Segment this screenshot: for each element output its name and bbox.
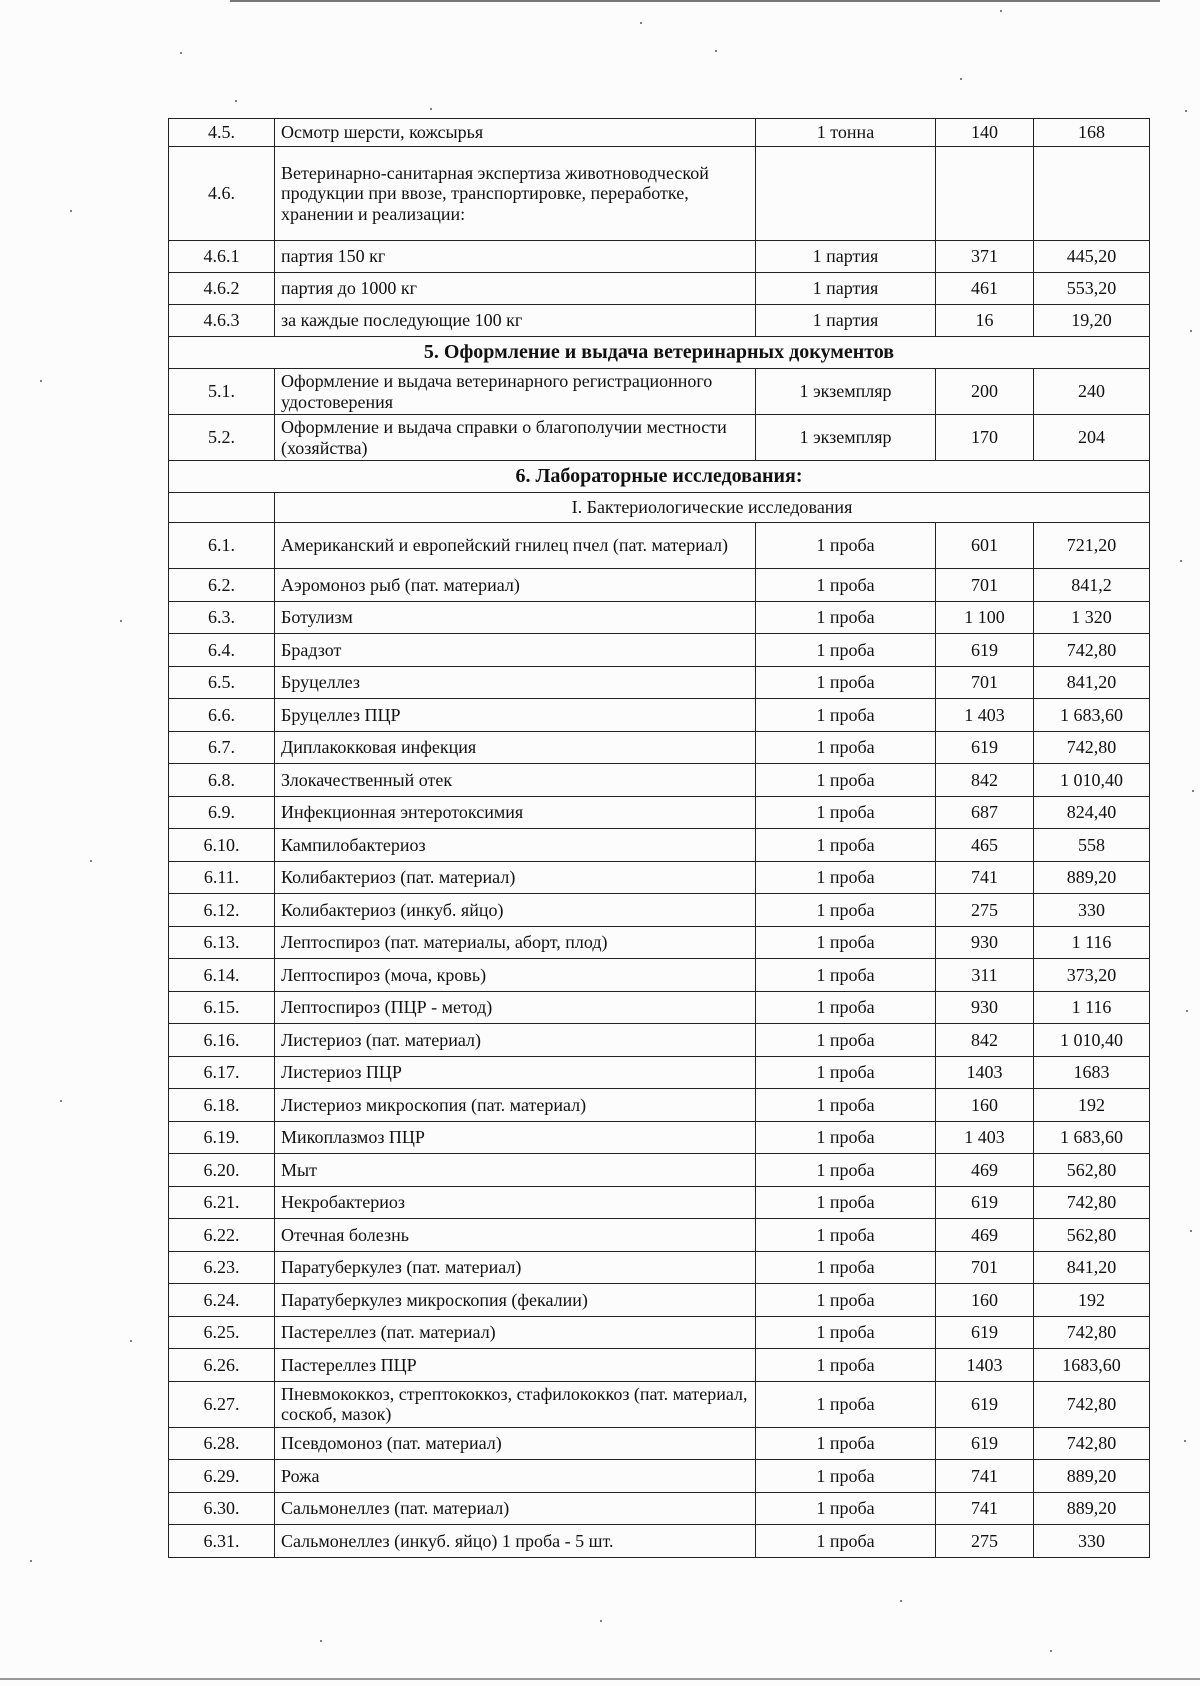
- speck: [90, 860, 92, 862]
- row-number: 6.6.: [169, 699, 275, 732]
- price-with-vat: 1 010,40: [1034, 764, 1150, 797]
- table-row: [169, 1186, 1150, 1219]
- unit-of-measure: 1 проба: [756, 1121, 936, 1154]
- row-number: 4.6.2: [169, 273, 275, 305]
- service-name: Инфекционная энтеротоксимия: [275, 796, 756, 829]
- row-number: 6.14.: [169, 959, 275, 992]
- service-name: Колибактериоз (инкуб. яйцо): [275, 894, 756, 927]
- table-row: [169, 926, 1150, 959]
- empty-cell: [169, 493, 275, 523]
- table-row: [169, 1089, 1150, 1122]
- unit-of-measure: 1 экземпляр: [756, 369, 936, 415]
- price-base: 701: [936, 666, 1034, 699]
- price-with-vat: 330: [1034, 894, 1150, 927]
- speck: [1050, 1650, 1052, 1652]
- price-base: 160: [936, 1284, 1034, 1317]
- price-table: [168, 118, 1150, 1558]
- scan-edge-top: [230, 0, 1160, 2]
- section-header-row: [169, 461, 1150, 493]
- service-name: Псевдомоноз (пат. материал): [275, 1427, 756, 1460]
- speck: [715, 50, 717, 52]
- price-base: 465: [936, 829, 1034, 862]
- price-with-vat: 204: [1034, 415, 1150, 461]
- unit-of-measure: 1 проба: [756, 1056, 936, 1089]
- price-with-vat: 841,20: [1034, 666, 1150, 699]
- unit-of-measure: 1 проба: [756, 634, 936, 667]
- row-number: 5.1.: [169, 369, 275, 415]
- price-base: 469: [936, 1154, 1034, 1187]
- table-row: [169, 699, 1150, 732]
- speck: [600, 1620, 602, 1622]
- price-with-vat: 742,80: [1034, 1427, 1150, 1460]
- price-with-vat: 889,20: [1034, 1492, 1150, 1525]
- table-row: [169, 273, 1150, 305]
- price-with-vat: 721,20: [1034, 523, 1150, 569]
- price-base: 842: [936, 1024, 1034, 1057]
- price-with-vat: 841,20: [1034, 1251, 1150, 1284]
- price-with-vat: 1 683,60: [1034, 1121, 1150, 1154]
- price-with-vat: 1683,60: [1034, 1349, 1150, 1382]
- price-base: 601: [936, 523, 1034, 569]
- price-base: 16: [936, 305, 1034, 337]
- service-name: Некробактериоз: [275, 1186, 756, 1219]
- row-number: 6.25.: [169, 1316, 275, 1349]
- price-with-vat: 824,40: [1034, 796, 1150, 829]
- price-with-vat: 330: [1034, 1525, 1150, 1558]
- price-with-vat: 553,20: [1034, 273, 1150, 305]
- table-row: [169, 369, 1150, 415]
- row-number: 6.1.: [169, 523, 275, 569]
- table-row: [169, 894, 1150, 927]
- table-row: [169, 1154, 1150, 1187]
- price-with-vat: 558: [1034, 829, 1150, 862]
- table-row: [169, 1024, 1150, 1057]
- service-name: Пастереллез (пат. материал): [275, 1316, 756, 1349]
- price-with-vat: 1 683,60: [1034, 699, 1150, 732]
- service-name: Кампилобактериоз: [275, 829, 756, 862]
- price-base: 930: [936, 991, 1034, 1024]
- row-number: 6.13.: [169, 926, 275, 959]
- row-number: 6.21.: [169, 1186, 275, 1219]
- service-name: Диплакокковая инфекция: [275, 731, 756, 764]
- speck: [235, 100, 237, 102]
- speck: [960, 78, 962, 80]
- price-base: 619: [936, 1381, 1034, 1427]
- row-number: 6.11.: [169, 861, 275, 894]
- unit-of-measure: 1 проба: [756, 1186, 936, 1219]
- table-row: [169, 764, 1150, 797]
- service-name: Листериоз ПЦР: [275, 1056, 756, 1089]
- price-base: 701: [936, 569, 1034, 602]
- unit-of-measure: 1 проба: [756, 1349, 936, 1382]
- service-name: Отечная болезнь: [275, 1219, 756, 1252]
- price-base: 1 100: [936, 601, 1034, 634]
- price-with-vat: 168: [1034, 119, 1150, 147]
- row-number: 5.2.: [169, 415, 275, 461]
- table-row: [169, 523, 1150, 569]
- price-with-vat: 889,20: [1034, 1460, 1150, 1493]
- service-name: Злокачественный отек: [275, 764, 756, 797]
- row-number: 6.23.: [169, 1251, 275, 1284]
- price-with-vat: 889,20: [1034, 861, 1150, 894]
- speck: [120, 620, 122, 622]
- service-name: партия 150 кг: [275, 241, 756, 273]
- price-with-vat: 562,80: [1034, 1219, 1150, 1252]
- service-name: за каждые последующие 100 кг: [275, 305, 756, 337]
- price-with-vat: 1 320: [1034, 601, 1150, 634]
- price-base: 170: [936, 415, 1034, 461]
- price-with-vat: 742,80: [1034, 1316, 1150, 1349]
- service-name: Сальмонеллез (пат. материал): [275, 1492, 756, 1525]
- row-number: 4.6.1: [169, 241, 275, 273]
- service-name: Паратуберкулез (пат. материал): [275, 1251, 756, 1284]
- price-with-vat: 240: [1034, 369, 1150, 415]
- unit-of-measure: 1 партия: [756, 241, 936, 273]
- price-base: 1 403: [936, 1121, 1034, 1154]
- unit-of-measure: 1 проба: [756, 731, 936, 764]
- service-name: Лептоспироз (моча, кровь): [275, 959, 756, 992]
- row-number: 6.29.: [169, 1460, 275, 1493]
- table-row: [169, 601, 1150, 634]
- table-row: [169, 731, 1150, 764]
- row-number: 6.22.: [169, 1219, 275, 1252]
- price-with-vat: 841,2: [1034, 569, 1150, 602]
- price-with-vat: 562,80: [1034, 1154, 1150, 1187]
- price-base: 200: [936, 369, 1034, 415]
- unit-of-measure: 1 проба: [756, 1381, 936, 1427]
- table-row: [169, 1460, 1150, 1493]
- unit-of-measure: 1 проба: [756, 1525, 936, 1558]
- price-with-vat: 742,80: [1034, 1186, 1150, 1219]
- price-base: 741: [936, 1492, 1034, 1525]
- subsection-title: I. Бактериологические исследования: [275, 493, 1150, 523]
- row-number: 6.9.: [169, 796, 275, 829]
- unit-of-measure: 1 проба: [756, 1427, 936, 1460]
- row-number: 6.28.: [169, 1427, 275, 1460]
- price-base: 741: [936, 1460, 1034, 1493]
- service-name: Оформление и выдача ветеринарного регистрационного удостоверения: [275, 369, 756, 415]
- unit-of-measure: 1 экземпляр: [756, 415, 936, 461]
- unit-of-measure: 1 проба: [756, 1089, 936, 1122]
- service-name: Осмотр шерсти, кожсырья: [275, 119, 756, 147]
- service-name: Лептоспироз (ПЦР - метод): [275, 991, 756, 1024]
- table-row: [169, 861, 1150, 894]
- speck: [1180, 560, 1182, 562]
- table-row: [169, 147, 1150, 241]
- speck: [40, 380, 42, 382]
- price-base: 140: [936, 119, 1034, 147]
- price-with-vat: 373,20: [1034, 959, 1150, 992]
- price-with-vat: 742,80: [1034, 634, 1150, 667]
- row-number: 6.18.: [169, 1089, 275, 1122]
- table-row: [169, 991, 1150, 1024]
- price-with-vat: 445,20: [1034, 241, 1150, 273]
- unit-of-measure: 1 проба: [756, 894, 936, 927]
- unit-of-measure: 1 проба: [756, 1492, 936, 1525]
- service-name: Паратуберкулез микроскопия (фекалии): [275, 1284, 756, 1317]
- service-name: Микоплазмоз ПЦР: [275, 1121, 756, 1154]
- table-row: [169, 1381, 1150, 1427]
- table-row: [169, 119, 1150, 147]
- service-name: Ветеринарно-санитарная экспертиза животноводческой продукции при ввозе, транспортировке, переработке, хранении и реализации:: [275, 147, 756, 241]
- row-number: 6.24.: [169, 1284, 275, 1317]
- table-row: [169, 666, 1150, 699]
- service-name: Листериоз микроскопия (пат. материал): [275, 1089, 756, 1122]
- unit-of-measure: 1 партия: [756, 273, 936, 305]
- table-row: [169, 415, 1150, 461]
- unit-of-measure: 1 проба: [756, 1251, 936, 1284]
- service-name: Мыт: [275, 1154, 756, 1187]
- speck: [1192, 790, 1194, 792]
- table-row: [169, 959, 1150, 992]
- service-name: Бруцеллез: [275, 666, 756, 699]
- row-number: 6.2.: [169, 569, 275, 602]
- price-base: 619: [936, 634, 1034, 667]
- unit-of-measure: 1 проба: [756, 1219, 936, 1252]
- price-base: 842: [936, 764, 1034, 797]
- row-number: 6.10.: [169, 829, 275, 862]
- row-number: 4.6.3: [169, 305, 275, 337]
- speck: [1184, 1440, 1186, 1442]
- table-row: [169, 1056, 1150, 1089]
- row-number: 6.31.: [169, 1525, 275, 1558]
- table-row: [169, 241, 1150, 273]
- scan-edge-bottom: [0, 1678, 1200, 1680]
- speck: [1185, 110, 1187, 112]
- unit-of-measure: 1 проба: [756, 829, 936, 862]
- speck: [1000, 10, 1002, 12]
- price-base: 160: [936, 1089, 1034, 1122]
- row-number: 4.5.: [169, 119, 275, 147]
- price-base: [936, 147, 1034, 241]
- unit-of-measure: 1 проба: [756, 991, 936, 1024]
- service-name: Американский и европейский гнилец пчел (пат. материал): [275, 523, 756, 569]
- service-name: Ботулизм: [275, 601, 756, 634]
- table-row: [169, 1121, 1150, 1154]
- price-with-vat: 192: [1034, 1089, 1150, 1122]
- table-row: [169, 1349, 1150, 1382]
- speck: [900, 1600, 902, 1602]
- unit-of-measure: 1 проба: [756, 1284, 936, 1317]
- table-row: [169, 1251, 1150, 1284]
- unit-of-measure: 1 проба: [756, 861, 936, 894]
- row-number: 6.16.: [169, 1024, 275, 1057]
- price-base: 1 403: [936, 699, 1034, 732]
- service-name: Пневмококкоз, стрептококкоз, стафилококкоз (пат. материал, соскоб, мазок): [275, 1381, 756, 1427]
- service-name: Оформление и выдача справки о благополучии местности (хозяйства): [275, 415, 756, 461]
- price-base: 311: [936, 959, 1034, 992]
- table-row: [169, 305, 1150, 337]
- speck: [30, 1560, 32, 1562]
- speck: [1190, 1230, 1192, 1232]
- unit-of-measure: 1 проба: [756, 666, 936, 699]
- price-base: 701: [936, 1251, 1034, 1284]
- speck: [130, 1340, 132, 1342]
- speck: [1186, 1010, 1188, 1012]
- service-name: Листериоз (пат. материал): [275, 1024, 756, 1057]
- section-header-row: [169, 337, 1150, 369]
- unit-of-measure: 1 тонна: [756, 119, 936, 147]
- row-number: 6.15.: [169, 991, 275, 1024]
- unit-of-measure: 1 проба: [756, 523, 936, 569]
- price-base: 741: [936, 861, 1034, 894]
- row-number: 6.17.: [169, 1056, 275, 1089]
- price-with-vat: 1 010,40: [1034, 1024, 1150, 1057]
- price-base: 1403: [936, 1349, 1034, 1382]
- price-with-vat: 1 116: [1034, 926, 1150, 959]
- table-row: [169, 634, 1150, 667]
- price-base: 371: [936, 241, 1034, 273]
- price-with-vat: 1 116: [1034, 991, 1150, 1024]
- table-row: [169, 796, 1150, 829]
- service-name: Бруцеллез ПЦР: [275, 699, 756, 732]
- section-title: 5. Оформление и выдача ветеринарных документов: [169, 337, 1150, 369]
- speck: [70, 210, 72, 212]
- service-name: Пастереллез ПЦР: [275, 1349, 756, 1382]
- unit-of-measure: 1 проба: [756, 764, 936, 797]
- price-table-body: [169, 119, 1150, 1558]
- service-name: Лептоспироз (пат. материалы, аборт, плод): [275, 926, 756, 959]
- service-name: Аэромоноз рыб (пат. материал): [275, 569, 756, 602]
- row-number: 6.27.: [169, 1381, 275, 1427]
- service-name: Сальмонеллез (инкуб. яйцо) 1 проба - 5 шт.: [275, 1525, 756, 1558]
- price-base: 687: [936, 796, 1034, 829]
- unit-of-measure: 1 проба: [756, 699, 936, 732]
- unit-of-measure: 1 проба: [756, 1024, 936, 1057]
- speck: [320, 1640, 322, 1642]
- service-name: партия до 1000 кг: [275, 273, 756, 305]
- row-number: 6.20.: [169, 1154, 275, 1187]
- price-base: 930: [936, 926, 1034, 959]
- subsection-header-row: [169, 493, 1150, 523]
- price-base: 461: [936, 273, 1034, 305]
- unit-of-measure: 1 партия: [756, 305, 936, 337]
- row-number: 6.3.: [169, 601, 275, 634]
- price-with-vat: 742,80: [1034, 1381, 1150, 1427]
- speck: [640, 22, 642, 24]
- unit-of-measure: 1 проба: [756, 601, 936, 634]
- price-base: 275: [936, 894, 1034, 927]
- speck: [180, 52, 182, 54]
- price-with-vat: 742,80: [1034, 731, 1150, 764]
- row-number: 6.7.: [169, 731, 275, 764]
- row-number: 6.19.: [169, 1121, 275, 1154]
- table-row: [169, 1427, 1150, 1460]
- speck: [1190, 330, 1192, 332]
- row-number: 6.30.: [169, 1492, 275, 1525]
- unit-of-measure: 1 проба: [756, 1154, 936, 1187]
- price-with-vat: 19,20: [1034, 305, 1150, 337]
- price-base: 619: [936, 1316, 1034, 1349]
- unit-of-measure: 1 проба: [756, 959, 936, 992]
- price-with-vat: 1683: [1034, 1056, 1150, 1089]
- service-name: Рожа: [275, 1460, 756, 1493]
- row-number: 6.5.: [169, 666, 275, 699]
- table-row: [169, 1219, 1150, 1252]
- row-number: 4.6.: [169, 147, 275, 241]
- table-row: [169, 569, 1150, 602]
- price-with-vat: [1034, 147, 1150, 241]
- unit-of-measure: [756, 147, 936, 241]
- price-with-vat: 192: [1034, 1284, 1150, 1317]
- unit-of-measure: 1 проба: [756, 1460, 936, 1493]
- table-row: [169, 829, 1150, 862]
- price-base: 619: [936, 1186, 1034, 1219]
- unit-of-measure: 1 проба: [756, 569, 936, 602]
- price-base: 469: [936, 1219, 1034, 1252]
- unit-of-measure: 1 проба: [756, 1316, 936, 1349]
- table-row: [169, 1316, 1150, 1349]
- price-base: 619: [936, 731, 1034, 764]
- speck: [60, 1100, 62, 1102]
- table-row: [169, 1492, 1150, 1525]
- table-row: [169, 1284, 1150, 1317]
- row-number: 6.26.: [169, 1349, 275, 1382]
- row-number: 6.8.: [169, 764, 275, 797]
- row-number: 6.4.: [169, 634, 275, 667]
- service-name: Брадзот: [275, 634, 756, 667]
- unit-of-measure: 1 проба: [756, 796, 936, 829]
- price-base: 275: [936, 1525, 1034, 1558]
- price-base: 619: [936, 1427, 1034, 1460]
- row-number: 6.12.: [169, 894, 275, 927]
- table-row: [169, 1525, 1150, 1558]
- unit-of-measure: 1 проба: [756, 926, 936, 959]
- service-name: Колибактериоз (пат. материал): [275, 861, 756, 894]
- section-title: 6. Лабораторные исследования:: [169, 461, 1150, 493]
- speck: [430, 108, 432, 110]
- price-base: 1403: [936, 1056, 1034, 1089]
